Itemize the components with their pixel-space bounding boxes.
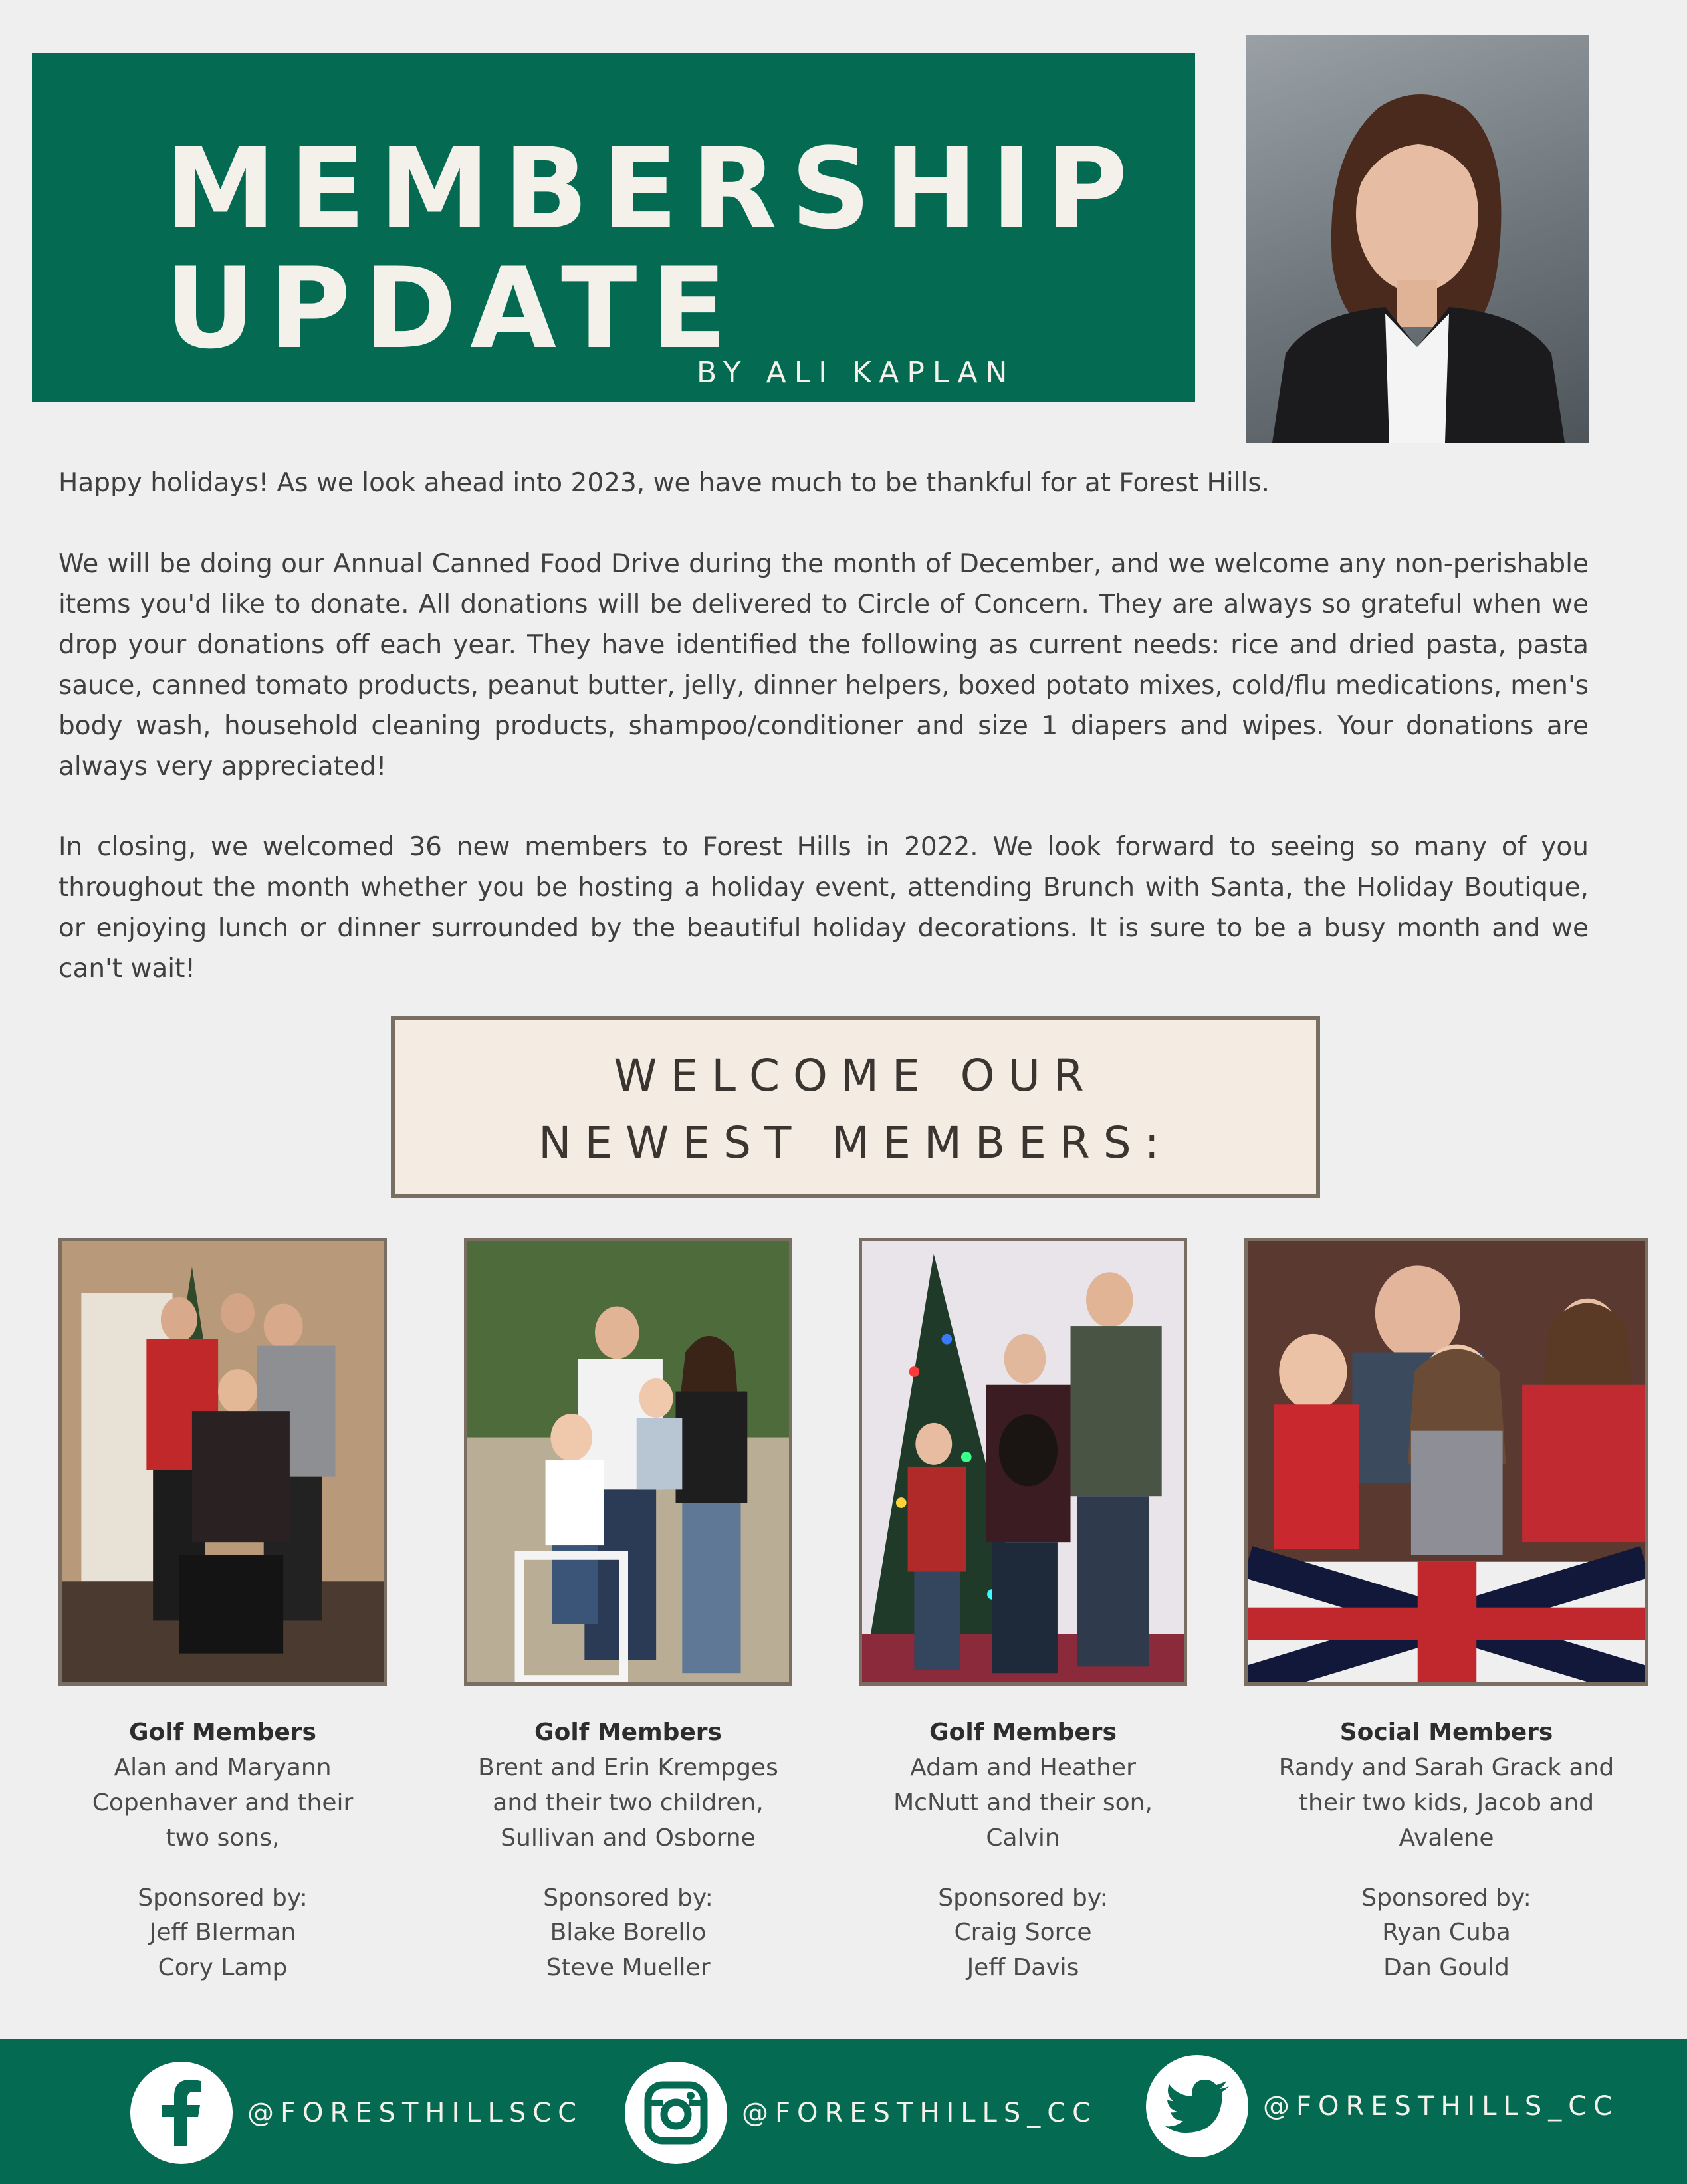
header-banner [32,53,1195,402]
member-names-line: and their two children, [493,1789,764,1816]
sponsor-name: Steve Mueller [546,1954,711,1981]
sponsored-by-label: Sponsored by: [138,1884,308,1911]
member-caption-1 [58,1715,387,1985]
footer-bar [0,2039,1687,2184]
welcome-line-1: WELCOME OUR [614,1050,1097,1101]
facebook-icon[interactable] [130,2062,233,2164]
member-names-line: Sullivan and Osborne [501,1824,756,1852]
instagram-icon[interactable] [625,2062,727,2164]
member-names-line: Adam and Heather [910,1754,1136,1781]
sponsored-by-label: Sponsored by: [1361,1884,1531,1911]
twitter-icon[interactable] [1146,2055,1248,2157]
member-type: Golf Members [534,1719,722,1746]
sponsor-name: Dan Gould [1383,1954,1510,1981]
twitter-handle[interactable]: @FORESTHILLS_CC [1263,2091,1619,2122]
instagram-handle[interactable]: @FORESTHILLS_CC [742,2098,1098,2128]
member-type: Social Members [1339,1719,1553,1746]
sponsor-name: Ryan Cuba [1382,1919,1511,1946]
facebook-link[interactable] [130,2062,583,2164]
title-line-1: MEMBERSHIP [165,124,1141,254]
member-type: Golf Members [129,1719,316,1746]
member-caption-2 [464,1715,792,1985]
sponsored-by-label: Sponsored by: [543,1884,713,1911]
facebook-handle[interactable]: @FORESTHILLSCC [247,2098,584,2128]
food-drive-paragraph: We will be doing our Annual Canned Food Drive during the month of December, and we welcome any non-perishable items you'd like to donate. All donations will be delivered to Circle of Concern. They are always so grateful when we drop your donations off each year. They have identified the following as current needs: rice and dried pasta, pasta sauce, canned tomato products, peanut butter, jelly, dinner helpers, boxed potato mixes, cold/flu medications, men's body wash, household cleaning products, shampoo/conditioner and size 1 diapers and wipes. Your donations are always very appreciated! [58,549,1589,782]
sponsored-by-label: Sponsored by: [938,1884,1108,1911]
member-names-line: Alan and Maryann [114,1754,332,1781]
twitter-link[interactable] [1146,2055,1619,2157]
intro-paragraph: Happy holidays! As we look ahead into 2023, we have much to be thankful for at Forest Hills. [58,468,1270,498]
sponsor-name: Jeff BIerman [149,1919,296,1946]
sponsor-name: Craig Sorce [954,1919,1092,1946]
member-caption-4 [1256,1715,1636,1985]
member-names-line: McNutt and their son, [893,1789,1153,1816]
member-names-line: Calvin [986,1824,1060,1852]
member-photo-3 [859,1238,1187,1686]
member-type: Golf Members [929,1719,1117,1746]
author-portrait [1246,35,1589,443]
member-names-line: Copenhaver and their [92,1789,354,1816]
member-names-line: two sons, [166,1824,280,1852]
sponsor-name: Blake Borello [550,1919,707,1946]
member-names-line: Randy and Sarah Grack and [1278,1754,1615,1781]
welcome-banner [391,1016,1320,1198]
title-line-2: UPDATE [165,243,740,374]
member-names-line: Brent and Erin Krempges [478,1754,778,1781]
member-photo-1 [58,1238,387,1686]
member-caption-3 [859,1715,1187,1985]
member-names-line: their two kids, Jacob and [1298,1789,1595,1816]
instagram-link[interactable] [625,2062,1097,2164]
member-names-line: Avalene [1399,1824,1494,1852]
closing-paragraph: In closing, we welcomed 36 new members to Forest Hills in 2022. We look forward to seeing so many of you throughout the month whether you be hosting a holiday event, attending Brunch with Santa, the Holiday Boutique, or enjoying lunch or dinner surrounded by the beautiful holiday decorations. It is sure to be a busy month and we can't wait! [58,832,1589,984]
sponsor-name: Jeff Davis [966,1954,1079,1981]
member-photo-4 [1244,1238,1648,1686]
welcome-line-2: NEWEST MEMBERS: [538,1117,1173,1168]
byline: BY ALI KAPLAN [697,356,1016,389]
member-photo-2 [464,1238,792,1686]
sponsor-name: Cory Lamp [158,1954,288,1981]
